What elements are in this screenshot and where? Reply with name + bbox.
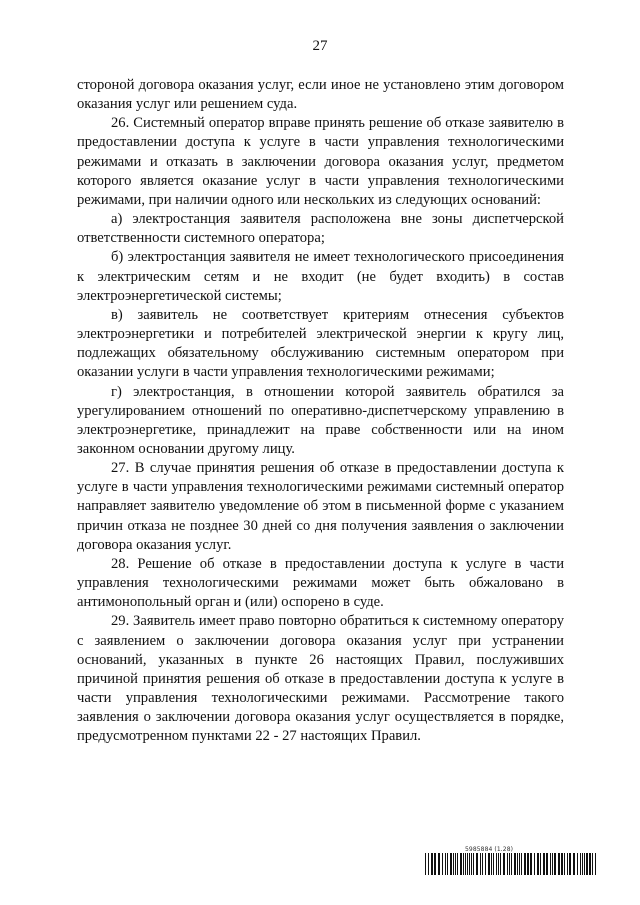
barcode-bar <box>503 853 505 875</box>
barcode-bar <box>509 853 510 875</box>
barcode-bar <box>442 853 443 875</box>
barcode-bar <box>507 853 508 875</box>
paragraph-clause-26: 26. Системный оператор вправе принять решение об отказе заявителю в предоставлении доступа к услуге в части управления технологическими режимами и отказать в заключении договора оказания услуг, предметом которого является оказание услуг в части управления технологическими режимами, при наличии одного или нескольких из следующих оснований: <box>77 115 564 208</box>
barcode-bar <box>577 853 578 875</box>
barcode-bar <box>460 853 462 875</box>
barcode-bar <box>455 853 456 875</box>
paragraph-clause-27: 27. В случае принятия решения об отказе в предоставлении доступа к услуге в части управления технологическими режимами системный оператор направляет заявителю уведомление об этом в письменной форме с указанием причин отказа не позднее 30 дней со дня получения заявления о заключении договора оказания услуг. <box>77 460 564 553</box>
page-number: 27 <box>312 38 328 54</box>
barcode-bar <box>485 853 486 875</box>
paragraph-clause-26-v: в) заявитель не соответствует критериям отнесения субъектов электроэнергетики и потребителей электрической энергии к кругу лиц, подлежащих обязательному обслуживанию системным оператором при оказании услуги в части управления технологическими режимами; <box>77 306 564 381</box>
barcode-bar <box>554 853 556 875</box>
barcode-bar <box>428 853 429 875</box>
barcode-bar <box>431 853 433 875</box>
barcode-bar <box>473 853 474 875</box>
barcode-bar <box>493 853 494 875</box>
barcode-bar <box>586 853 588 875</box>
barcode-bar <box>552 853 553 875</box>
barcode-bar <box>457 853 458 875</box>
paragraph-clause-26-a: а) электростанция заявителя расположена вне зоны диспетчерской ответственности системного оператора; <box>77 211 564 247</box>
barcode-bar <box>543 853 545 875</box>
barcode-bar <box>467 853 468 875</box>
barcode-bar <box>471 853 472 875</box>
barcode-bar <box>564 853 565 875</box>
barcode-bar <box>519 853 520 875</box>
paragraph-clause-26-b: б) электростанция заявителя не имеет технологического присоединения к электрическим сетям и не входит (не будет входить) в состав электроэнергетической системы; <box>77 249 564 304</box>
barcode-bar <box>524 853 526 875</box>
barcode-bar <box>434 853 436 875</box>
barcode-bar <box>584 853 585 875</box>
paragraph-clause-29: 29. Заявитель имеет право повторно обратиться к системному оператору с заявлением о заключении договора оказания услуг при устранении оснований, указанных в пункте 26 настоящих Правил, послуживших причиной принятия решения об отказе в предоставлении доступа к услуге в части управления технологическими режимами. Рассмотрение такого заявления о заключении договора оказания услуг осуществляется в порядке, предусмотренном пунктами 22 - 27 настоящих Правил. <box>77 613 564 745</box>
barcode-bar <box>500 853 501 875</box>
barcode-bar <box>540 853 541 875</box>
barcode-code: 5985884 (1.28) <box>465 846 514 853</box>
barcode-bar <box>498 853 499 875</box>
barcode-bar <box>592 853 593 875</box>
barcode-bar <box>465 853 466 875</box>
barcode-bar <box>496 853 497 875</box>
barcode-bar <box>517 853 518 875</box>
barcode-bar <box>530 853 532 875</box>
document-body <box>77 76 564 746</box>
barcode-bar <box>546 853 548 875</box>
paragraph-clause-26-g: г) электростанция, в отношении которой заявитель обратился за урегулированием отношений по оперативно-диспетчерскому управлению в электроэнергетике, принадлежит на праве собственности или на ином законном основании другому лицу. <box>77 383 564 457</box>
barcode-bar <box>561 853 563 875</box>
barcode-bar <box>463 853 464 875</box>
barcode-bar <box>476 853 478 875</box>
paragraph-clause-28: 28. Решение об отказе в предоставлении доступа к услуге в части управления технологическими режимами может быть обжаловано в антимонопольный орган и (или) оспорено в суде. <box>77 555 564 611</box>
barcode-bar <box>491 853 492 875</box>
barcode-bar <box>534 853 535 875</box>
barcode-bar <box>582 853 583 875</box>
barcode-bar <box>521 853 522 875</box>
barcode-bar <box>450 853 452 875</box>
barcode-bar <box>589 853 591 875</box>
barcode-bar <box>453 853 454 875</box>
barcode-bar <box>569 853 571 875</box>
barcode-bar <box>514 853 516 875</box>
paragraph-continuation: стороной договора оказания услуг, если иное не установлено этим договором оказания услуг или решением суда. <box>77 77 564 113</box>
barcode-bar <box>567 853 568 875</box>
barcode-bar <box>527 853 529 875</box>
barcode-bar <box>550 853 551 875</box>
barcode-bar <box>447 853 448 875</box>
barcode-bar <box>558 853 560 875</box>
barcode-bar <box>438 853 440 875</box>
barcode-bar <box>469 853 470 875</box>
barcode-bar <box>445 853 446 875</box>
barcode-bar <box>488 853 490 875</box>
barcode-bar <box>595 853 596 875</box>
barcode-bar <box>537 853 539 875</box>
barcode-bar <box>511 853 512 875</box>
barcode-bar <box>580 853 581 875</box>
barcode-bar <box>573 853 575 875</box>
barcode-bar <box>425 853 426 875</box>
document-barcode <box>425 846 596 876</box>
barcode-bar <box>480 853 481 875</box>
barcode-bar <box>482 853 483 875</box>
barcode-icon <box>425 853 596 875</box>
